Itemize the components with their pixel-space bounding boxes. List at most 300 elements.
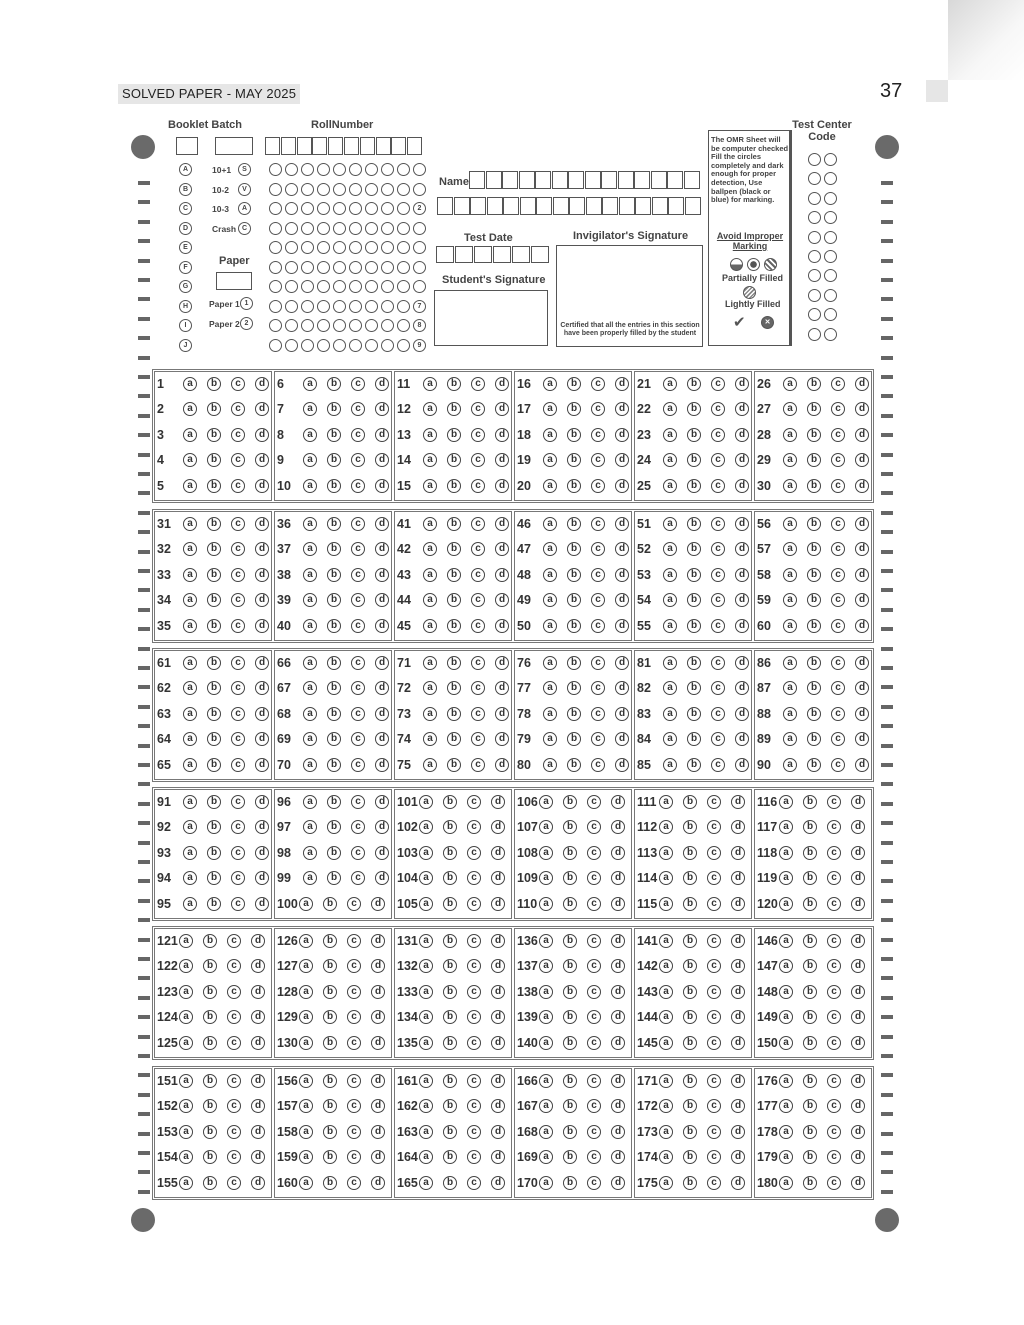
q40-option-b[interactable]: b [327, 619, 341, 633]
q3-option-c[interactable]: c [231, 428, 245, 442]
q139-option-c[interactable]: c [587, 1010, 601, 1024]
q7-option-b[interactable]: b [327, 402, 341, 416]
q48-option-a[interactable]: a [543, 568, 557, 582]
q50-option-c[interactable]: c [591, 619, 605, 633]
q137-option-d[interactable]: d [611, 959, 625, 973]
q101-option-d[interactable]: d [491, 795, 505, 809]
q99-option-b[interactable]: b [327, 871, 341, 885]
q65-option-b[interactable]: b [207, 758, 221, 772]
q18-option-c[interactable]: c [591, 428, 605, 442]
roll-number-bubble[interactable] [269, 202, 282, 215]
roll-number-box[interactable] [281, 137, 296, 155]
q92-option-d[interactable]: d [255, 820, 269, 834]
roll-number-bubble[interactable] [397, 319, 410, 332]
q96-option-a[interactable]: a [303, 795, 317, 809]
q54-option-c[interactable]: c [711, 593, 725, 607]
q176-option-c[interactable]: c [827, 1074, 841, 1088]
q106-option-c[interactable]: c [587, 795, 601, 809]
q102-option-a[interactable]: a [419, 820, 433, 834]
roll-number-bubble[interactable] [333, 261, 346, 274]
q30-option-a[interactable]: a [783, 479, 797, 493]
q9-option-a[interactable]: a [303, 453, 317, 467]
name-box[interactable] [487, 197, 503, 215]
roll-number-bubble[interactable] [397, 241, 410, 254]
q2-option-d[interactable]: d [255, 402, 269, 416]
q177-option-c[interactable]: c [827, 1099, 841, 1113]
q168-option-a[interactable]: a [539, 1125, 553, 1139]
roll-number-bubble[interactable] [317, 183, 330, 196]
roll-number-bubble[interactable] [413, 241, 426, 254]
paper-box[interactable] [216, 272, 252, 290]
test-center-bubble[interactable] [808, 211, 821, 224]
roll-number-bubble[interactable] [301, 241, 314, 254]
name-box[interactable] [668, 197, 684, 215]
q173-option-d[interactable]: d [731, 1125, 745, 1139]
q115-option-d[interactable]: d [731, 897, 745, 911]
q17-option-b[interactable]: b [567, 402, 581, 416]
q134-option-c[interactable]: c [467, 1010, 481, 1024]
name-box[interactable] [503, 197, 519, 215]
q39-option-a[interactable]: a [303, 593, 317, 607]
roll-number-bubble[interactable] [269, 241, 282, 254]
q58-option-c[interactable]: c [831, 568, 845, 582]
roll-number-bubble[interactable] [269, 339, 282, 352]
q116-option-c[interactable]: c [827, 795, 841, 809]
q121-option-a[interactable]: a [179, 934, 193, 948]
roll-number-bubble[interactable] [317, 319, 330, 332]
q47-option-a[interactable]: a [543, 542, 557, 556]
q164-option-d[interactable]: d [491, 1150, 505, 1164]
q15-option-a[interactable]: a [423, 479, 437, 493]
roll-number-bubble[interactable] [381, 261, 394, 274]
q73-option-c[interactable]: c [471, 707, 485, 721]
q40-option-c[interactable]: c [351, 619, 365, 633]
q8-option-a[interactable]: a [303, 428, 317, 442]
name-box[interactable] [618, 171, 634, 189]
q123-option-c[interactable]: c [227, 985, 241, 999]
paper-bubble[interactable]: 2 [240, 317, 253, 330]
q90-option-b[interactable]: b [807, 758, 821, 772]
q130-option-c[interactable]: c [347, 1036, 361, 1050]
q91-option-a[interactable]: a [183, 795, 197, 809]
q119-option-a[interactable]: a [779, 871, 793, 885]
q163-option-c[interactable]: c [467, 1125, 481, 1139]
q80-option-c[interactable]: c [591, 758, 605, 772]
q101-option-b[interactable]: b [443, 795, 457, 809]
roll-number-box[interactable] [265, 137, 280, 155]
q143-option-c[interactable]: c [707, 985, 721, 999]
q39-option-d[interactable]: d [375, 593, 389, 607]
q75-option-a[interactable]: a [423, 758, 437, 772]
test-center-bubble[interactable] [808, 172, 821, 185]
q148-option-a[interactable]: a [779, 985, 793, 999]
q161-option-a[interactable]: a [419, 1074, 433, 1088]
roll-number-bubble[interactable] [301, 183, 314, 196]
q136-option-b[interactable]: b [563, 934, 577, 948]
q36-option-d[interactable]: d [375, 517, 389, 531]
q115-option-c[interactable]: c [707, 897, 721, 911]
q171-option-b[interactable]: b [683, 1074, 697, 1088]
roll-number-bubble[interactable] [365, 163, 378, 176]
q77-option-b[interactable]: b [567, 681, 581, 695]
q93-option-a[interactable]: a [183, 846, 197, 860]
q169-option-b[interactable]: b [563, 1150, 577, 1164]
q100-option-d[interactable]: d [371, 897, 385, 911]
q37-option-b[interactable]: b [327, 542, 341, 556]
roll-number-bubble[interactable] [365, 202, 378, 215]
roll-number-bubble[interactable] [381, 183, 394, 196]
q155-option-a[interactable]: a [179, 1176, 193, 1190]
q121-option-b[interactable]: b [203, 934, 217, 948]
q140-option-d[interactable]: d [611, 1036, 625, 1050]
q109-option-a[interactable]: a [539, 871, 553, 885]
q86-option-a[interactable]: a [783, 656, 797, 670]
q141-option-b[interactable]: b [683, 934, 697, 948]
roll-number-bubble[interactable] [413, 183, 426, 196]
q10-option-a[interactable]: a [303, 479, 317, 493]
booklet-bubble-g[interactable]: G [179, 280, 192, 293]
q9-option-c[interactable]: c [351, 453, 365, 467]
q113-option-b[interactable]: b [683, 846, 697, 860]
roll-number-box[interactable] [297, 137, 312, 155]
q165-option-c[interactable]: c [467, 1176, 481, 1190]
q5-option-d[interactable]: d [255, 479, 269, 493]
q148-option-d[interactable]: d [851, 985, 865, 999]
roll-number-bubble[interactable] [317, 280, 330, 293]
q60-option-d[interactable]: d [855, 619, 869, 633]
q77-option-c[interactable]: c [591, 681, 605, 695]
q65-option-a[interactable]: a [183, 758, 197, 772]
q143-option-b[interactable]: b [683, 985, 697, 999]
roll-number-bubble[interactable] [397, 280, 410, 293]
roll-number-bubble[interactable] [381, 222, 394, 235]
roll-number-bubble[interactable] [285, 163, 298, 176]
q137-option-c[interactable]: c [587, 959, 601, 973]
q21-option-a[interactable]: a [663, 377, 677, 391]
q46-option-d[interactable]: d [615, 517, 629, 531]
q8-option-b[interactable]: b [327, 428, 341, 442]
q148-option-c[interactable]: c [827, 985, 841, 999]
roll-number-bubble[interactable] [397, 261, 410, 274]
q169-option-c[interactable]: c [587, 1150, 601, 1164]
batch-bubble[interactable]: A [238, 202, 251, 215]
roll-number-bubble[interactable]: 2 [413, 202, 426, 215]
q149-option-c[interactable]: c [827, 1010, 841, 1024]
q15-option-d[interactable]: d [495, 479, 509, 493]
q11-option-a[interactable]: a [423, 377, 437, 391]
q46-option-b[interactable]: b [567, 517, 581, 531]
roll-number-bubble[interactable] [301, 319, 314, 332]
q38-option-a[interactable]: a [303, 568, 317, 582]
q43-option-a[interactable]: a [423, 568, 437, 582]
roll-number-bubble[interactable] [285, 261, 298, 274]
q83-option-c[interactable]: c [711, 707, 725, 721]
q11-option-b[interactable]: b [447, 377, 461, 391]
q160-option-a[interactable]: a [299, 1176, 313, 1190]
q62-option-c[interactable]: c [231, 681, 245, 695]
q88-option-a[interactable]: a [783, 707, 797, 721]
test-center-bubble[interactable] [808, 308, 821, 321]
q79-option-a[interactable]: a [543, 732, 557, 746]
q72-option-a[interactable]: a [423, 681, 437, 695]
q54-option-d[interactable]: d [735, 593, 749, 607]
roll-number-bubble[interactable]: 7 [413, 300, 426, 313]
q172-option-a[interactable]: a [659, 1099, 673, 1113]
q143-option-a[interactable]: a [659, 985, 673, 999]
q159-option-c[interactable]: c [347, 1150, 361, 1164]
q142-option-d[interactable]: d [731, 959, 745, 973]
q2-option-c[interactable]: c [231, 402, 245, 416]
q140-option-c[interactable]: c [587, 1036, 601, 1050]
q119-option-b[interactable]: b [803, 871, 817, 885]
q35-option-c[interactable]: c [231, 619, 245, 633]
q64-option-d[interactable]: d [255, 732, 269, 746]
q52-option-b[interactable]: b [687, 542, 701, 556]
q130-option-b[interactable]: b [323, 1036, 337, 1050]
q132-option-b[interactable]: b [443, 959, 457, 973]
q33-option-d[interactable]: d [255, 568, 269, 582]
q38-option-c[interactable]: c [351, 568, 365, 582]
roll-number-bubble[interactable] [381, 280, 394, 293]
q134-option-b[interactable]: b [443, 1010, 457, 1024]
q120-option-d[interactable]: d [851, 897, 865, 911]
q104-option-d[interactable]: d [491, 871, 505, 885]
q167-option-c[interactable]: c [587, 1099, 601, 1113]
q117-option-c[interactable]: c [827, 820, 841, 834]
q81-option-b[interactable]: b [687, 656, 701, 670]
q166-option-a[interactable]: a [539, 1074, 553, 1088]
q75-option-b[interactable]: b [447, 758, 461, 772]
q80-option-a[interactable]: a [543, 758, 557, 772]
roll-number-bubble[interactable] [317, 202, 330, 215]
q40-option-d[interactable]: d [375, 619, 389, 633]
q61-option-a[interactable]: a [183, 656, 197, 670]
roll-number-bubble[interactable] [269, 319, 282, 332]
q42-option-d[interactable]: d [495, 542, 509, 556]
q92-option-b[interactable]: b [207, 820, 221, 834]
q177-option-b[interactable]: b [803, 1099, 817, 1113]
q136-option-a[interactable]: a [539, 934, 553, 948]
q135-option-d[interactable]: d [491, 1036, 505, 1050]
q27-option-c[interactable]: c [831, 402, 845, 416]
q53-option-c[interactable]: c [711, 568, 725, 582]
q72-option-b[interactable]: b [447, 681, 461, 695]
q66-option-b[interactable]: b [327, 656, 341, 670]
q42-option-b[interactable]: b [447, 542, 461, 556]
roll-number-bubble[interactable] [285, 280, 298, 293]
q44-option-a[interactable]: a [423, 593, 437, 607]
roll-number-bubble[interactable] [333, 319, 346, 332]
roll-number-bubble[interactable] [397, 300, 410, 313]
name-box[interactable] [470, 197, 486, 215]
q12-option-a[interactable]: a [423, 402, 437, 416]
q68-option-c[interactable]: c [351, 707, 365, 721]
q22-option-a[interactable]: a [663, 402, 677, 416]
q37-option-c[interactable]: c [351, 542, 365, 556]
q41-option-c[interactable]: c [471, 517, 485, 531]
roll-number-box[interactable] [344, 137, 359, 155]
q44-option-b[interactable]: b [447, 593, 461, 607]
q166-option-c[interactable]: c [587, 1074, 601, 1088]
q27-option-d[interactable]: d [855, 402, 869, 416]
q100-option-a[interactable]: a [299, 897, 313, 911]
q131-option-d[interactable]: d [491, 934, 505, 948]
q98-option-a[interactable]: a [303, 846, 317, 860]
q170-option-c[interactable]: c [587, 1176, 601, 1190]
q160-option-b[interactable]: b [323, 1176, 337, 1190]
name-box[interactable] [635, 197, 651, 215]
q22-option-c[interactable]: c [711, 402, 725, 416]
q174-option-d[interactable]: d [731, 1150, 745, 1164]
q114-option-d[interactable]: d [731, 871, 745, 885]
booklet-bubble-c[interactable]: C [179, 202, 192, 215]
roll-number-bubble[interactable] [381, 202, 394, 215]
roll-number-bubble[interactable] [397, 183, 410, 196]
q158-option-a[interactable]: a [299, 1125, 313, 1139]
q100-option-c[interactable]: c [347, 897, 361, 911]
q108-option-c[interactable]: c [587, 846, 601, 860]
q41-option-b[interactable]: b [447, 517, 461, 531]
q137-option-b[interactable]: b [563, 959, 577, 973]
q113-option-c[interactable]: c [707, 846, 721, 860]
q73-option-b[interactable]: b [447, 707, 461, 721]
roll-number-bubble[interactable] [317, 163, 330, 176]
q29-option-a[interactable]: a [783, 453, 797, 467]
q91-option-d[interactable]: d [255, 795, 269, 809]
q145-option-b[interactable]: b [683, 1036, 697, 1050]
q67-option-d[interactable]: d [375, 681, 389, 695]
roll-number-bubble[interactable] [333, 241, 346, 254]
name-box[interactable] [667, 171, 683, 189]
q110-option-c[interactable]: c [587, 897, 601, 911]
test-center-bubble[interactable] [808, 153, 821, 166]
q160-option-c[interactable]: c [347, 1176, 361, 1190]
q165-option-b[interactable]: b [443, 1176, 457, 1190]
roll-number-bubble[interactable] [333, 280, 346, 293]
booklet-bubble-e[interactable]: E [179, 241, 192, 254]
q143-option-d[interactable]: d [731, 985, 745, 999]
q1-option-b[interactable]: b [207, 377, 221, 391]
q3-option-a[interactable]: a [183, 428, 197, 442]
q89-option-c[interactable]: c [831, 732, 845, 746]
q61-option-d[interactable]: d [255, 656, 269, 670]
q46-option-c[interactable]: c [591, 517, 605, 531]
q180-option-a[interactable]: a [779, 1176, 793, 1190]
name-box[interactable] [469, 171, 485, 189]
q56-option-c[interactable]: c [831, 517, 845, 531]
q5-option-a[interactable]: a [183, 479, 197, 493]
roll-number-bubble[interactable] [269, 300, 282, 313]
q144-option-d[interactable]: d [731, 1010, 745, 1024]
q151-option-d[interactable]: d [251, 1074, 265, 1088]
q111-option-c[interactable]: c [707, 795, 721, 809]
q89-option-d[interactable]: d [855, 732, 869, 746]
q45-option-a[interactable]: a [423, 619, 437, 633]
roll-number-bubble[interactable] [269, 163, 282, 176]
q59-option-b[interactable]: b [807, 593, 821, 607]
q75-option-d[interactable]: d [495, 758, 509, 772]
roll-number-bubble[interactable] [365, 300, 378, 313]
q71-option-b[interactable]: b [447, 656, 461, 670]
q42-option-a[interactable]: a [423, 542, 437, 556]
roll-number-bubble[interactable] [301, 339, 314, 352]
q37-option-d[interactable]: d [375, 542, 389, 556]
q151-option-c[interactable]: c [227, 1074, 241, 1088]
batch-bubble[interactable]: S [238, 163, 251, 176]
q139-option-a[interactable]: a [539, 1010, 553, 1024]
roll-number-bubble[interactable] [349, 319, 362, 332]
roll-number-box[interactable] [328, 137, 343, 155]
q126-option-a[interactable]: a [299, 934, 313, 948]
q145-option-d[interactable]: d [731, 1036, 745, 1050]
q103-option-b[interactable]: b [443, 846, 457, 860]
q150-option-b[interactable]: b [803, 1036, 817, 1050]
q168-option-b[interactable]: b [563, 1125, 577, 1139]
roll-number-bubble[interactable] [397, 163, 410, 176]
q18-option-b[interactable]: b [567, 428, 581, 442]
q171-option-a[interactable]: a [659, 1074, 673, 1088]
test-center-bubble[interactable] [824, 308, 837, 321]
roll-number-bubble[interactable] [333, 339, 346, 352]
test-center-bubble[interactable] [824, 153, 837, 166]
q129-option-b[interactable]: b [323, 1010, 337, 1024]
q74-option-d[interactable]: d [495, 732, 509, 746]
q7-option-a[interactable]: a [303, 402, 317, 416]
booklet-bubble-f[interactable]: F [179, 261, 192, 274]
q13-option-d[interactable]: d [495, 428, 509, 442]
q178-option-a[interactable]: a [779, 1125, 793, 1139]
roll-number-bubble[interactable] [381, 300, 394, 313]
q33-option-c[interactable]: c [231, 568, 245, 582]
q25-option-a[interactable]: a [663, 479, 677, 493]
q120-option-c[interactable]: c [827, 897, 841, 911]
roll-number-bubble[interactable] [349, 300, 362, 313]
q133-option-d[interactable]: d [491, 985, 505, 999]
q144-option-c[interactable]: c [707, 1010, 721, 1024]
q155-option-c[interactable]: c [227, 1176, 241, 1190]
q138-option-d[interactable]: d [611, 985, 625, 999]
q156-option-a[interactable]: a [299, 1074, 313, 1088]
q48-option-b[interactable]: b [567, 568, 581, 582]
name-box[interactable] [553, 197, 569, 215]
q1-option-d[interactable]: d [255, 377, 269, 391]
q138-option-a[interactable]: a [539, 985, 553, 999]
q138-option-c[interactable]: c [587, 985, 601, 999]
booklet-bubble-h[interactable]: H [179, 300, 192, 313]
q165-option-a[interactable]: a [419, 1176, 433, 1190]
q167-option-b[interactable]: b [563, 1099, 577, 1113]
test-center-bubble[interactable] [808, 250, 821, 263]
q165-option-d[interactable]: d [491, 1176, 505, 1190]
q171-option-d[interactable]: d [731, 1074, 745, 1088]
q61-option-c[interactable]: c [231, 656, 245, 670]
q112-option-a[interactable]: a [659, 820, 673, 834]
q105-option-c[interactable]: c [467, 897, 481, 911]
q177-option-d[interactable]: d [851, 1099, 865, 1113]
q56-option-b[interactable]: b [807, 517, 821, 531]
q134-option-d[interactable]: d [491, 1010, 505, 1024]
q156-option-c[interactable]: c [347, 1074, 361, 1088]
q79-option-c[interactable]: c [591, 732, 605, 746]
q29-option-c[interactable]: c [831, 453, 845, 467]
q78-option-a[interactable]: a [543, 707, 557, 721]
q94-option-a[interactable]: a [183, 871, 197, 885]
q169-option-d[interactable]: d [611, 1150, 625, 1164]
q175-option-a[interactable]: a [659, 1176, 673, 1190]
q20-option-b[interactable]: b [567, 479, 581, 493]
q127-option-c[interactable]: c [347, 959, 361, 973]
q172-option-b[interactable]: b [683, 1099, 697, 1113]
